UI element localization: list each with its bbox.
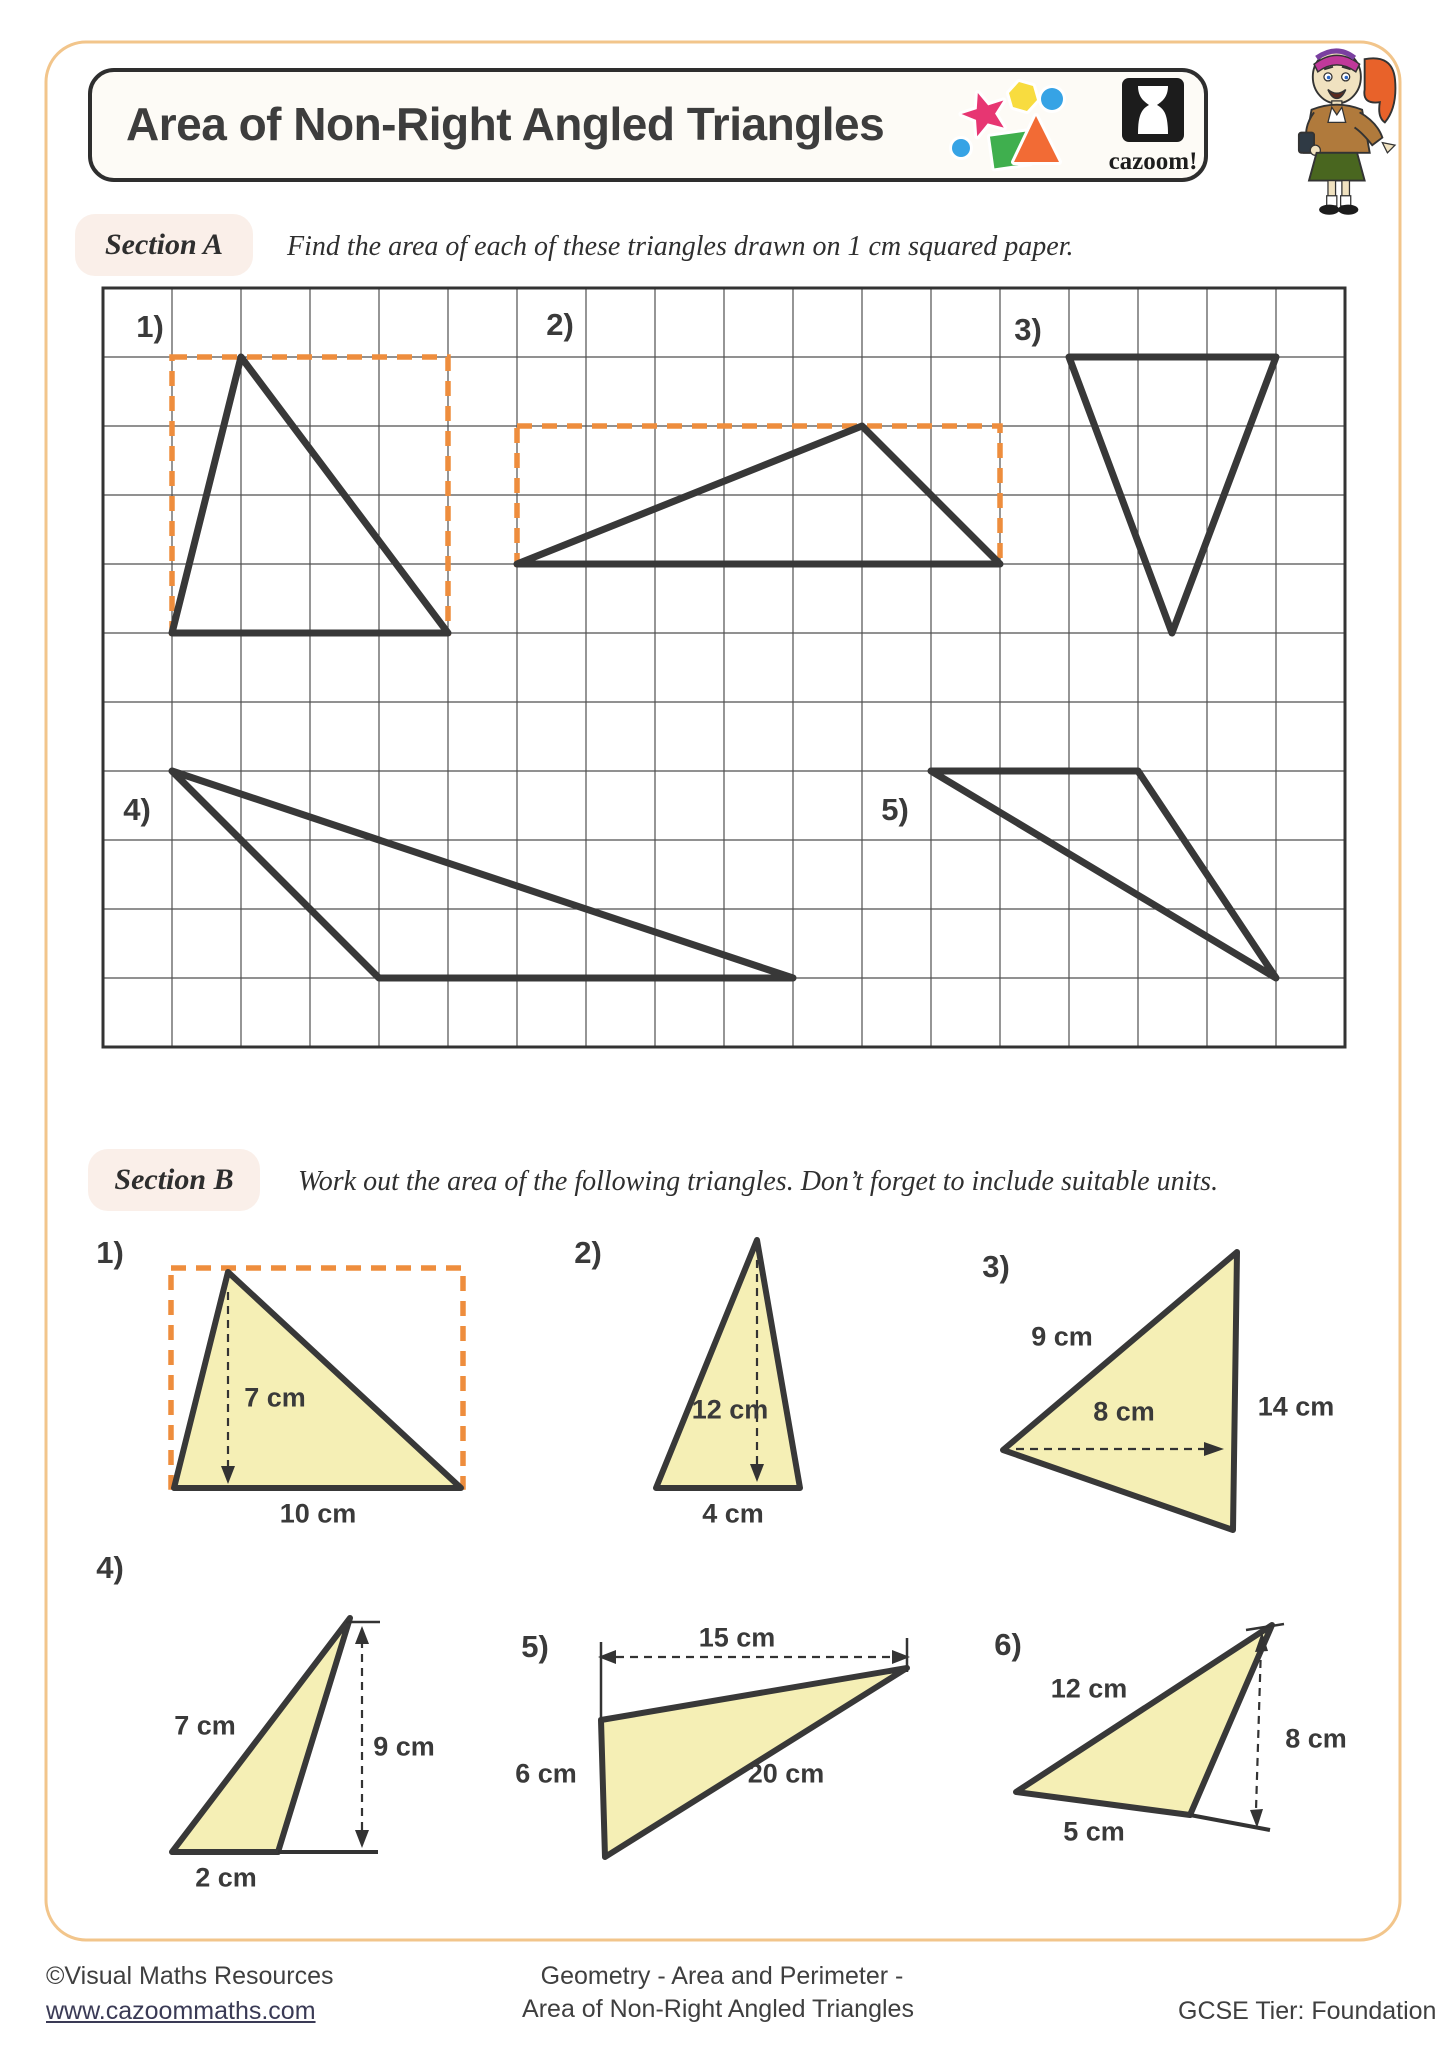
question-a4: 4) <box>123 792 151 827</box>
b1-base-label: 10 cm <box>279 1498 357 1529</box>
question-b3: 3) <box>982 1249 1010 1284</box>
squared-paper-grid <box>103 288 1345 1047</box>
cazoom-logo <box>1108 76 1198 180</box>
shapes-cluster <box>944 74 1070 184</box>
mascot-hand <box>1382 143 1395 153</box>
question-b6: 6) <box>994 1627 1022 1662</box>
small-circle-icon <box>952 139 970 157</box>
question-a2: 2) <box>546 307 574 342</box>
b4-side-label: 7 cm <box>174 1710 236 1741</box>
b4-height-label: 9 cm <box>373 1731 435 1762</box>
b1-height-label: 7 cm <box>244 1382 306 1413</box>
triangle-b3 <box>1003 1252 1237 1530</box>
b5-side-label: 6 cm <box>515 1758 577 1789</box>
mascot-hair <box>1364 58 1395 122</box>
page-title: Area of Non-Right Angled Triangles <box>126 97 885 150</box>
question-b5: 5) <box>521 1629 549 1664</box>
circle-icon <box>1041 88 1063 110</box>
footer-tier: GCSE Tier: Foundation <box>1178 1997 1437 2025</box>
mascot-girl <box>1276 44 1428 216</box>
footer-topic-line1: Geometry - Area and Perimeter - <box>540 1962 904 1990</box>
height-arrow-b6 <box>1256 1646 1261 1810</box>
question-a3: 3) <box>1014 312 1042 347</box>
triangle-a4 <box>172 771 793 978</box>
logo-goblet-icon <box>1108 76 1198 146</box>
hexagon-icon <box>1009 82 1037 111</box>
b2-height-label: 12 cm <box>691 1394 769 1425</box>
mascot-skirt <box>1309 153 1365 181</box>
b5-hyp-label: 20 cm <box>747 1758 825 1789</box>
triangle-b2 <box>656 1240 800 1488</box>
b5-top-label: 15 cm <box>698 1622 776 1653</box>
question-b4: 4) <box>96 1550 124 1585</box>
b6-side-label: 12 cm <box>1050 1673 1128 1704</box>
section-b-label: Section B <box>88 1149 260 1211</box>
logo-wordmark: cazoom! <box>1108 148 1198 175</box>
footer-copyright: ©Visual Maths Resources <box>46 1962 334 1990</box>
section-a-instruction: Find the area of each of these triangles drawn on 1 cm squared paper. <box>287 231 1074 262</box>
section-b-instruction: Work out the area of the following triangles. Don’t forget to include suitable units. <box>298 1166 1219 1197</box>
triangle-b1 <box>174 1272 461 1488</box>
question-a5: 5) <box>881 792 909 827</box>
footer-topic-line2: Area of Non-Right Angled Triangles <box>522 1995 914 2023</box>
b6-height-label: 8 cm <box>1285 1723 1347 1754</box>
title-box <box>88 68 1208 182</box>
b2-base-label: 4 cm <box>702 1498 764 1529</box>
star-icon <box>957 86 1012 139</box>
section-a-label: Section A <box>75 214 253 276</box>
b3-right-label: 14 cm <box>1257 1391 1335 1422</box>
question-a1: 1) <box>136 309 164 344</box>
page-border <box>46 42 1400 1940</box>
question-b2: 2) <box>574 1235 602 1270</box>
b3-width-label: 8 cm <box>1093 1396 1155 1427</box>
question-b1: 1) <box>96 1235 124 1270</box>
footer-website-link[interactable]: www.cazoommaths.com <box>46 1997 316 2025</box>
b4-base-label: 2 cm <box>195 1862 257 1893</box>
b3-side-label: 9 cm <box>1031 1321 1093 1352</box>
b6-base-label: 5 cm <box>1063 1816 1125 1847</box>
triangle-a5 <box>931 771 1276 978</box>
triangle-b6 <box>1016 1625 1272 1815</box>
